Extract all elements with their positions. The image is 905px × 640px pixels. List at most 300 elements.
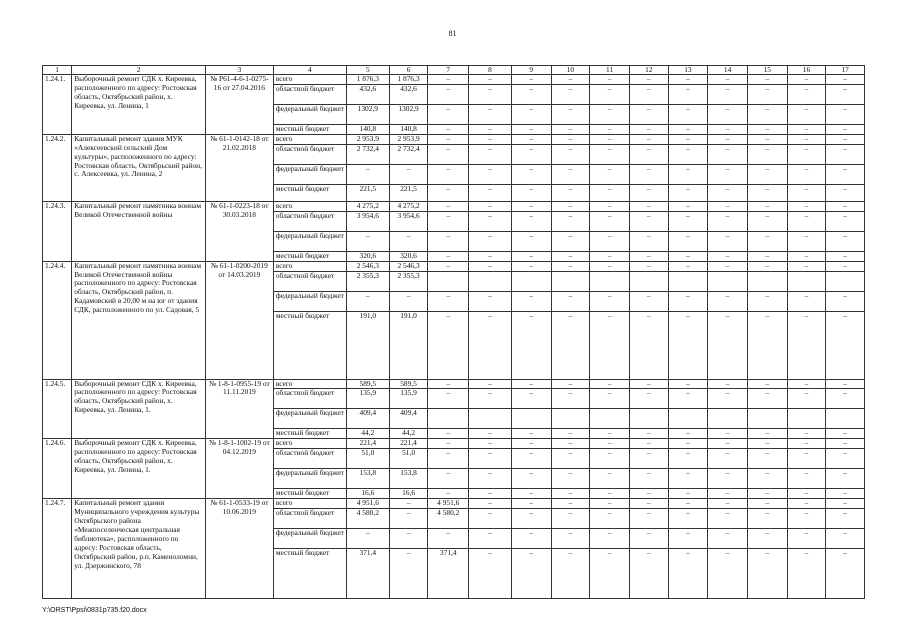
year-value: 2 355,3 — [389, 271, 428, 291]
year-value: – — [590, 439, 630, 449]
year-value: 4 580,2 — [428, 509, 469, 529]
year-value: – — [629, 429, 668, 439]
year-value: – — [551, 291, 590, 311]
expertise-doc: № 61-1-0223-18 от 30.03.2018 — [205, 201, 273, 261]
year-value: 191,0 — [389, 311, 428, 379]
year-value: – — [511, 449, 551, 469]
year-value: – — [668, 164, 708, 184]
year-value: – — [708, 429, 748, 439]
column-number-header: 3 — [205, 66, 273, 75]
year-value: – — [787, 261, 826, 271]
year-value: 2 732,4 — [389, 144, 428, 164]
year-value: – — [787, 84, 826, 104]
year-value: – — [747, 449, 787, 469]
year-value: – — [787, 389, 826, 409]
total-value: 16,6 — [346, 489, 389, 499]
object-name: Выборочный ремонт СДК х. Киреевка, расположенного по адресу: Ростовская область, Октябрьский район, х. Киреевка, ул. Ленина, 1. — [72, 439, 206, 499]
funding-source: областной бюджет — [273, 509, 346, 529]
year-value: – — [428, 379, 469, 389]
funding-source: федеральный бюджет — [273, 469, 346, 489]
year-value: – — [826, 164, 865, 184]
year-value: – — [551, 211, 590, 231]
year-value: – — [469, 104, 512, 124]
year-value: – — [590, 201, 630, 211]
year-value: – — [787, 439, 826, 449]
item-number: 1.24.6. — [43, 439, 72, 499]
year-value: – — [551, 529, 590, 549]
year-value: – — [708, 231, 748, 251]
year-value: – — [668, 509, 708, 529]
year-value: – — [511, 439, 551, 449]
year-value: – — [428, 529, 469, 549]
year-value: – — [469, 549, 512, 599]
year-value: – — [787, 489, 826, 499]
year-value: – — [708, 164, 748, 184]
year-value: – — [469, 449, 512, 469]
column-number-header: 14 — [708, 66, 748, 75]
year-value: – — [469, 184, 512, 201]
object-name: Капитальный ремонт здания МУК «Алексеевский сельский Дом культуры», расположенного по адресу: Ростовская область, Октябрьский район, с. Алексеевка, ул. Ленина, 2 — [72, 134, 206, 201]
funding-source: федеральный бюджет — [273, 104, 346, 124]
year-value: – — [668, 211, 708, 231]
year-value: – — [469, 489, 512, 499]
funding-source: местный бюджет — [273, 429, 346, 439]
year-value: – — [708, 449, 748, 469]
object-name: Капитальный ремонт здания Муниципального учреждения культуры Октябрьского района «Межпоселенческая центральная библиотека», расположенного по адресу: Ростовская область, Октябрьский район, р.п. Каменоломни, ул. Дзержинского, 78 — [72, 499, 206, 599]
year-value: – — [747, 184, 787, 201]
year-value: – — [708, 489, 748, 499]
year-value: – — [708, 124, 748, 134]
year-value: – — [708, 211, 748, 231]
year-value: – — [747, 231, 787, 251]
year-value — [469, 409, 512, 429]
year-value: – — [551, 144, 590, 164]
year-value: – — [551, 124, 590, 134]
column-number-header: 13 — [668, 66, 708, 75]
funding-source: всего — [273, 261, 346, 271]
year-value: – — [511, 75, 551, 85]
year-value: – — [747, 84, 787, 104]
year-value: – — [747, 291, 787, 311]
year-value: – — [590, 389, 630, 409]
year-value: – — [590, 144, 630, 164]
column-number-header: 8 — [469, 66, 512, 75]
total-value: 4 275,2 — [346, 201, 389, 211]
year-value: – — [629, 144, 668, 164]
year-value: – — [747, 499, 787, 509]
year-value: – — [826, 389, 865, 409]
year-value: – — [826, 104, 865, 124]
year-value: – — [826, 144, 865, 164]
year-value: – — [668, 549, 708, 599]
page-number: 81 — [448, 29, 457, 38]
year-value: – — [708, 201, 748, 211]
column-number-header: 10 — [551, 66, 590, 75]
total-value: 2 953,9 — [346, 134, 389, 144]
year-value: – — [629, 261, 668, 271]
year-value: 135,9 — [389, 389, 428, 409]
year-value: – — [826, 509, 865, 529]
year-value: – — [747, 261, 787, 271]
year-value: 1302,9 — [389, 104, 428, 124]
year-value: – — [629, 439, 668, 449]
year-value: – — [787, 211, 826, 231]
year-value: – — [551, 134, 590, 144]
year-value: – — [787, 529, 826, 549]
year-value: – — [551, 84, 590, 104]
year-value — [826, 271, 865, 291]
funding-source: местный бюджет — [273, 124, 346, 134]
year-value: – — [629, 164, 668, 184]
column-number-header: 2 — [72, 66, 206, 75]
year-value: – — [708, 379, 748, 389]
year-value — [629, 271, 668, 291]
total-value: 320,6 — [346, 251, 389, 261]
year-value: 432,6 — [389, 84, 428, 104]
year-value: – — [469, 261, 512, 271]
year-value: – — [826, 291, 865, 311]
total-value: 191,0 — [346, 311, 389, 379]
column-number-header: 6 — [389, 66, 428, 75]
total-value: 371,4 — [346, 549, 389, 599]
year-value: – — [826, 211, 865, 231]
year-value: – — [826, 379, 865, 389]
year-value: – — [511, 509, 551, 529]
year-value: – — [747, 251, 787, 261]
year-value: – — [826, 439, 865, 449]
year-value: – — [428, 134, 469, 144]
year-value: – — [826, 469, 865, 489]
year-value: – — [511, 134, 551, 144]
year-value: – — [787, 231, 826, 251]
year-value: – — [708, 261, 748, 271]
expertise-doc: № Р61-4-6-1-0275-16 от 27.04.2016 — [205, 75, 273, 135]
year-value: – — [590, 379, 630, 389]
year-value: – — [551, 449, 590, 469]
year-value: – — [389, 499, 428, 509]
year-value: – — [469, 429, 512, 439]
year-value: – — [428, 231, 469, 251]
year-value: – — [708, 144, 748, 164]
year-value: – — [511, 379, 551, 389]
expertise-doc: № 61-1-0200-2019 от 14.03.2019 — [205, 261, 273, 379]
year-value: – — [551, 389, 590, 409]
year-value: – — [629, 499, 668, 509]
year-value: – — [629, 211, 668, 231]
year-value: 409,4 — [389, 409, 428, 429]
year-value: – — [668, 389, 708, 409]
year-value: – — [590, 124, 630, 134]
year-value: – — [668, 75, 708, 85]
year-value: – — [469, 201, 512, 211]
year-value: – — [590, 449, 630, 469]
funding-source: местный бюджет — [273, 184, 346, 201]
total-value: 2 546,3 — [346, 261, 389, 271]
year-value: – — [469, 134, 512, 144]
column-number-header: 9 — [511, 66, 551, 75]
year-value: 371,4 — [428, 549, 469, 599]
object-name: Капитальный ремонт памятника воинам Великой Отечественной войны расположенного по адресу: Ростовская область, Октябрьский район, п. Кадамовский в 20,00 м на юг от здания СДК, расположенного по ул. Садовая, 5 — [72, 261, 206, 379]
year-value: 4 951,6 — [428, 499, 469, 509]
year-value: – — [668, 489, 708, 499]
year-value: – — [747, 429, 787, 439]
total-value: 153,8 — [346, 469, 389, 489]
year-value: – — [668, 184, 708, 201]
year-value: – — [629, 124, 668, 134]
year-value: – — [551, 164, 590, 184]
year-value: – — [708, 549, 748, 599]
year-value — [708, 271, 748, 291]
year-value: – — [469, 231, 512, 251]
year-value: – — [511, 104, 551, 124]
year-value: – — [428, 311, 469, 379]
year-value: – — [469, 211, 512, 231]
year-value: – — [787, 75, 826, 85]
column-number-header: 7 — [428, 66, 469, 75]
funding-source: всего — [273, 134, 346, 144]
year-value: – — [590, 489, 630, 499]
funding-source: областной бюджет — [273, 389, 346, 409]
funding-source: областной бюджет — [273, 144, 346, 164]
year-value: – — [428, 184, 469, 201]
object-name: Капитальный ремонт памятника воинам Великой Отечественной войны — [72, 201, 206, 261]
funding-source: федеральный бюджет — [273, 529, 346, 549]
total-value: 135,9 — [346, 389, 389, 409]
year-value: – — [668, 84, 708, 104]
total-value: 1 876,3 — [346, 75, 389, 85]
year-value: – — [787, 449, 826, 469]
year-value: – — [551, 184, 590, 201]
year-value: – — [551, 429, 590, 439]
year-value: – — [787, 201, 826, 211]
year-value: 3 954,6 — [389, 211, 428, 231]
year-value — [668, 409, 708, 429]
year-value: – — [747, 549, 787, 599]
table-row — [43, 201, 865, 211]
year-value: – — [590, 104, 630, 124]
column-number-header: 15 — [747, 66, 787, 75]
year-value: – — [629, 449, 668, 469]
year-value: – — [551, 231, 590, 251]
total-value: 4 580,2 — [346, 509, 389, 529]
year-value: – — [629, 134, 668, 144]
year-value: – — [668, 144, 708, 164]
year-value: – — [747, 164, 787, 184]
year-value: 2 546,3 — [389, 261, 428, 271]
year-value: – — [668, 429, 708, 439]
year-value: – — [428, 261, 469, 271]
year-value: 2 953,9 — [389, 134, 428, 144]
year-value: – — [629, 75, 668, 85]
table-row — [43, 439, 865, 449]
year-value: – — [747, 439, 787, 449]
year-value: – — [747, 211, 787, 231]
table-row — [43, 499, 865, 509]
year-value: – — [708, 291, 748, 311]
year-value: – — [511, 469, 551, 489]
year-value: – — [668, 449, 708, 469]
year-value — [747, 271, 787, 291]
funding-source: федеральный бюджет — [273, 164, 346, 184]
year-value: – — [428, 211, 469, 231]
year-value: 4 275,2 — [389, 201, 428, 211]
year-value: – — [787, 499, 826, 509]
year-value: – — [826, 529, 865, 549]
year-value: – — [590, 231, 630, 251]
year-value: – — [428, 489, 469, 499]
year-value: – — [551, 75, 590, 85]
table-row — [43, 134, 865, 144]
year-value: – — [629, 104, 668, 124]
column-number-header: 17 — [826, 66, 865, 75]
year-value: – — [511, 529, 551, 549]
year-value: 1 876,3 — [389, 75, 428, 85]
year-value: – — [511, 549, 551, 599]
total-value: 2 355,3 — [346, 271, 389, 291]
year-value: – — [747, 389, 787, 409]
total-value: 3 954,6 — [346, 211, 389, 231]
year-value: – — [469, 75, 512, 85]
year-value: – — [551, 439, 590, 449]
total-value: 140,8 — [346, 124, 389, 134]
year-value: – — [551, 509, 590, 529]
year-value: – — [668, 439, 708, 449]
total-value: – — [346, 529, 389, 549]
year-value: – — [469, 389, 512, 409]
year-value: – — [590, 251, 630, 261]
year-value: – — [826, 429, 865, 439]
year-value: – — [469, 469, 512, 489]
year-value: – — [428, 389, 469, 409]
year-value: – — [511, 389, 551, 409]
year-value: – — [428, 201, 469, 211]
table-row — [43, 75, 865, 85]
item-number: 1.24.5. — [43, 379, 72, 439]
year-value: – — [469, 499, 512, 509]
funding-source: областной бюджет — [273, 449, 346, 469]
year-value: – — [826, 449, 865, 469]
year-value: – — [590, 134, 630, 144]
year-value: 589,5 — [389, 379, 428, 389]
year-value — [469, 271, 512, 291]
year-value: – — [826, 311, 865, 379]
funding-source: всего — [273, 75, 346, 85]
year-value: – — [511, 201, 551, 211]
year-value: – — [590, 529, 630, 549]
funding-source: федеральный бюджет — [273, 231, 346, 251]
funding-source: федеральный бюджет — [273, 291, 346, 311]
year-value: – — [747, 104, 787, 124]
year-value: – — [629, 529, 668, 549]
year-value: – — [590, 549, 630, 599]
year-value: – — [787, 134, 826, 144]
year-value: – — [826, 184, 865, 201]
year-value: – — [787, 291, 826, 311]
funding-source: местный бюджет — [273, 251, 346, 261]
total-value: – — [346, 231, 389, 251]
table-row — [43, 379, 865, 389]
year-value — [629, 409, 668, 429]
header-row — [43, 66, 865, 75]
year-value: – — [708, 439, 748, 449]
year-value — [826, 409, 865, 429]
year-value: – — [629, 469, 668, 489]
year-value: 51,0 — [389, 449, 428, 469]
year-value — [428, 271, 469, 291]
year-value: – — [590, 261, 630, 271]
funding-source: местный бюджет — [273, 311, 346, 379]
funding-source: областной бюджет — [273, 271, 346, 291]
year-value: – — [787, 429, 826, 439]
year-value: – — [787, 251, 826, 261]
year-value: – — [747, 311, 787, 379]
year-value: – — [826, 489, 865, 499]
year-value: – — [428, 164, 469, 184]
year-value: – — [668, 469, 708, 489]
year-value: – — [826, 231, 865, 251]
year-value: – — [787, 469, 826, 489]
year-value: – — [787, 311, 826, 379]
year-value: – — [590, 75, 630, 85]
column-number-header: 16 — [787, 66, 826, 75]
year-value: – — [787, 549, 826, 599]
year-value: – — [551, 549, 590, 599]
year-value: – — [708, 469, 748, 489]
year-value — [787, 271, 826, 291]
year-value: – — [428, 104, 469, 124]
year-value: – — [389, 509, 428, 529]
year-value: 16,6 — [389, 489, 428, 499]
year-value — [551, 271, 590, 291]
program-funding-table — [42, 65, 865, 599]
total-value: 409,4 — [346, 409, 389, 429]
year-value: – — [511, 261, 551, 271]
year-value: – — [708, 251, 748, 261]
year-value — [590, 409, 630, 429]
year-value — [787, 409, 826, 429]
year-value: – — [428, 429, 469, 439]
year-value: – — [826, 549, 865, 599]
total-value: 221,4 — [346, 439, 389, 449]
year-value: – — [511, 124, 551, 134]
year-value: – — [708, 509, 748, 529]
year-value: – — [469, 529, 512, 549]
year-value: – — [590, 291, 630, 311]
funding-source: всего — [273, 439, 346, 449]
year-value: – — [629, 549, 668, 599]
year-value: – — [668, 201, 708, 211]
year-value: – — [747, 124, 787, 134]
year-value: – — [787, 124, 826, 134]
object-name: Выборочный ремонт СДК х. Киреевка, расположенного по адресу: Ростовская область, Октябрьский район, х. Киреевка, ул. Ленина, 1 — [72, 75, 206, 135]
year-value: – — [428, 84, 469, 104]
year-value: – — [629, 489, 668, 499]
total-value: 432,6 — [346, 84, 389, 104]
total-value: 4 951,6 — [346, 499, 389, 509]
year-value: – — [469, 164, 512, 184]
year-value: – — [511, 311, 551, 379]
item-number: 1.24.2. — [43, 134, 72, 201]
year-value: – — [389, 291, 428, 311]
year-value: – — [668, 231, 708, 251]
year-value: – — [511, 429, 551, 439]
year-value: – — [629, 184, 668, 201]
year-value: – — [590, 499, 630, 509]
year-value: – — [551, 469, 590, 489]
expertise-doc: № 61-1-0533-19 от 10.06.2019 — [205, 499, 273, 599]
funding-source: всего — [273, 379, 346, 389]
year-value: – — [428, 251, 469, 261]
